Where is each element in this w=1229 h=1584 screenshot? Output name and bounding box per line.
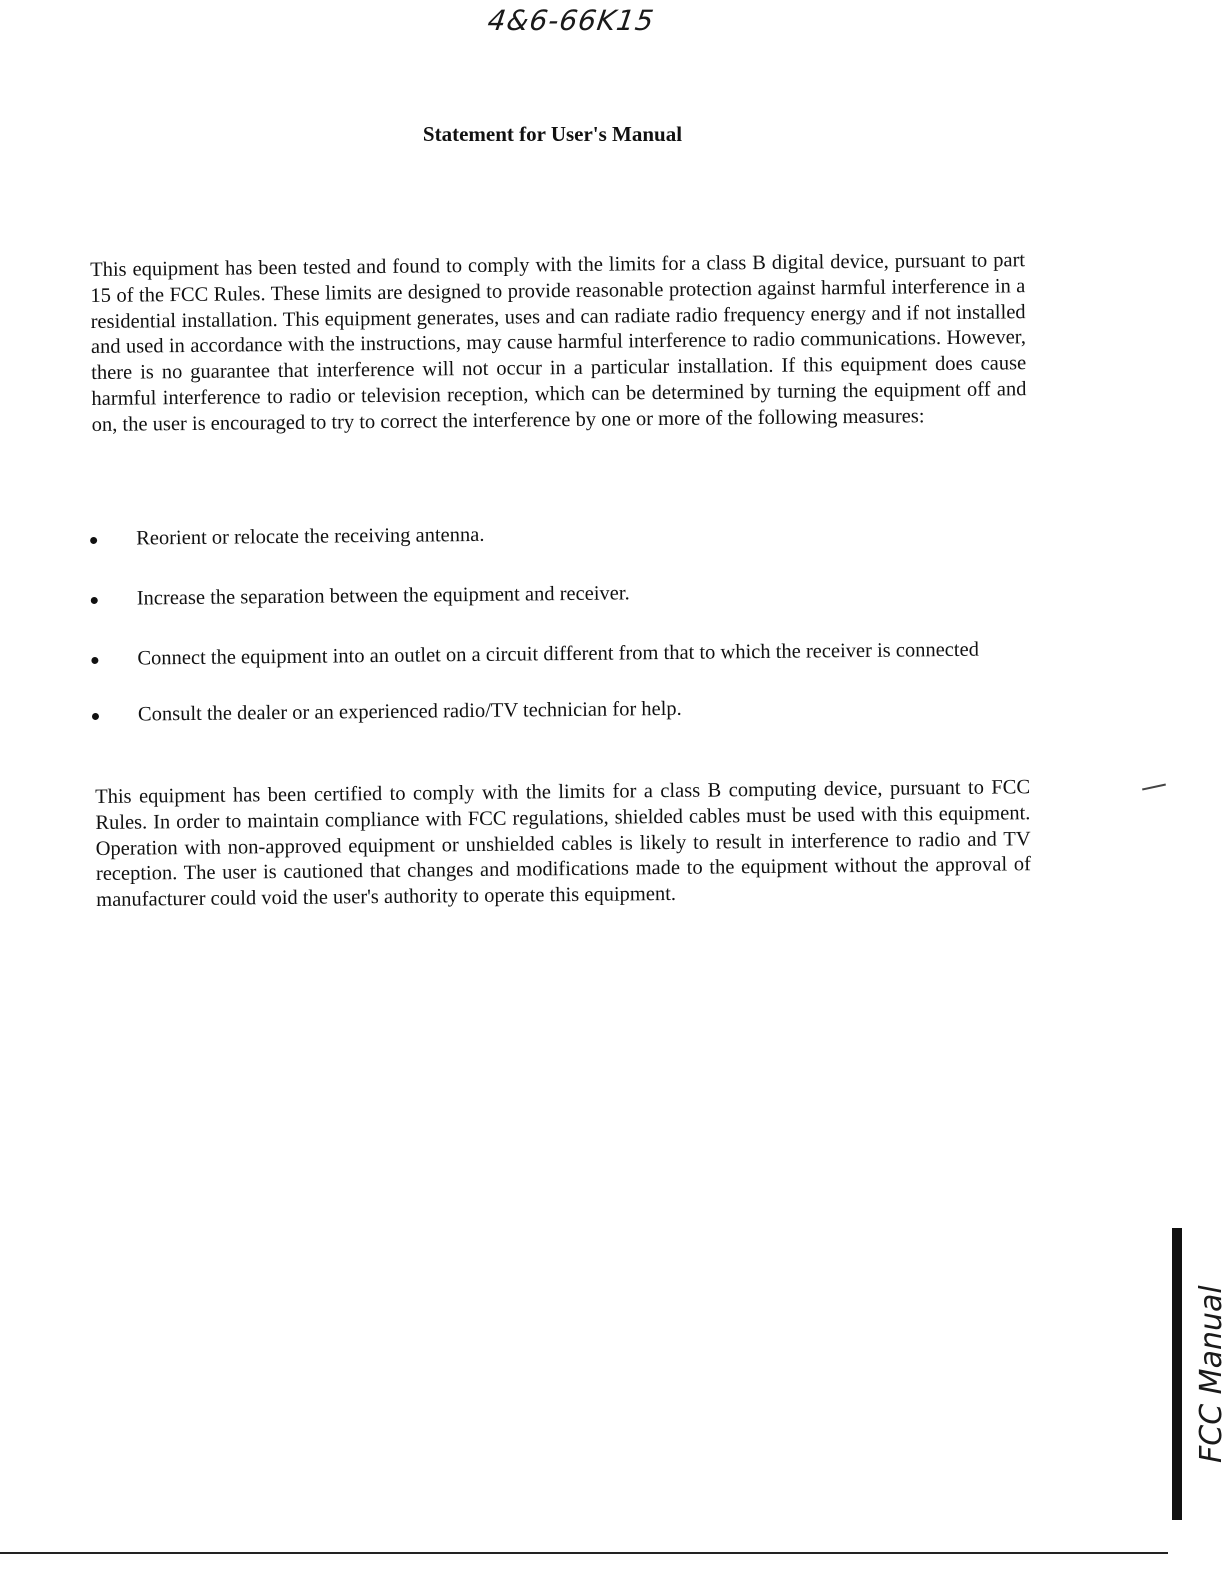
list-item: [92, 692, 1037, 728]
compliance-paragraph: This equipment has been tested and found to comply with the limits for a class B digital device, pursuant to part 15 of the FCC Rules. These limits are designed to provide reasonable protection against harmful interference in a residential installation. This equipment generates, uses and can radiate radio frequency energy and if not installed and used in accordance with the instructions, may cause harmful interference to radio communications. However, there is no guarantee that interference will not occur in a particular installation. If this equipment does cause harmful interference to radio or television reception, which can be determined by turning the equipment off and on, the user is encouraged to try to correct the interference by one or more of the following measures:: [90, 249, 1027, 436]
measures-list: [90, 516, 1037, 762]
list-item: [91, 636, 1036, 672]
handwritten-document-id: 4&6-66K15: [485, 4, 657, 37]
bullet-icon: [91, 597, 98, 604]
list-item-text: Consult the dealer or an experienced radio/TV technician for help.: [137, 697, 682, 726]
list-item-text: Increase the separation between the equipment and receiver.: [136, 582, 630, 610]
stamp-label: FCC Manual: [1194, 1285, 1229, 1463]
stray-pen-mark: [1142, 784, 1166, 791]
page-bottom-rule: [0, 1552, 1168, 1554]
page-title: Statement for User's Manual: [422, 122, 683, 146]
list-item-text: Reorient or relocate the receiving antenna.: [136, 523, 485, 550]
bullet-icon: [90, 537, 97, 544]
stamp-bar: [1172, 1228, 1182, 1520]
bullet-icon: [92, 713, 99, 720]
list-item-text: Connect the equipment into an outlet on a circuit different from that to which the receiver is connected: [137, 638, 980, 670]
side-stamp: [1172, 1228, 1229, 1520]
list-item: [90, 516, 1035, 552]
list-item: [91, 576, 1036, 612]
certification-paragraph: This equipment has been certified to comply with the limits for a class B computing device, pursuant to FCC Rules. In order to maintain compliance with FCC regulations, shielded cables must be used with this equipment. Operation with non-approved equipment or unshielded cables is likely to result in interference to radio and TV reception. The user is cautioned that changes and modifications made to the equipment without the approval of manufacturer could void the user's authority to operate this equipment.: [95, 776, 1031, 912]
bullet-icon: [91, 657, 98, 664]
